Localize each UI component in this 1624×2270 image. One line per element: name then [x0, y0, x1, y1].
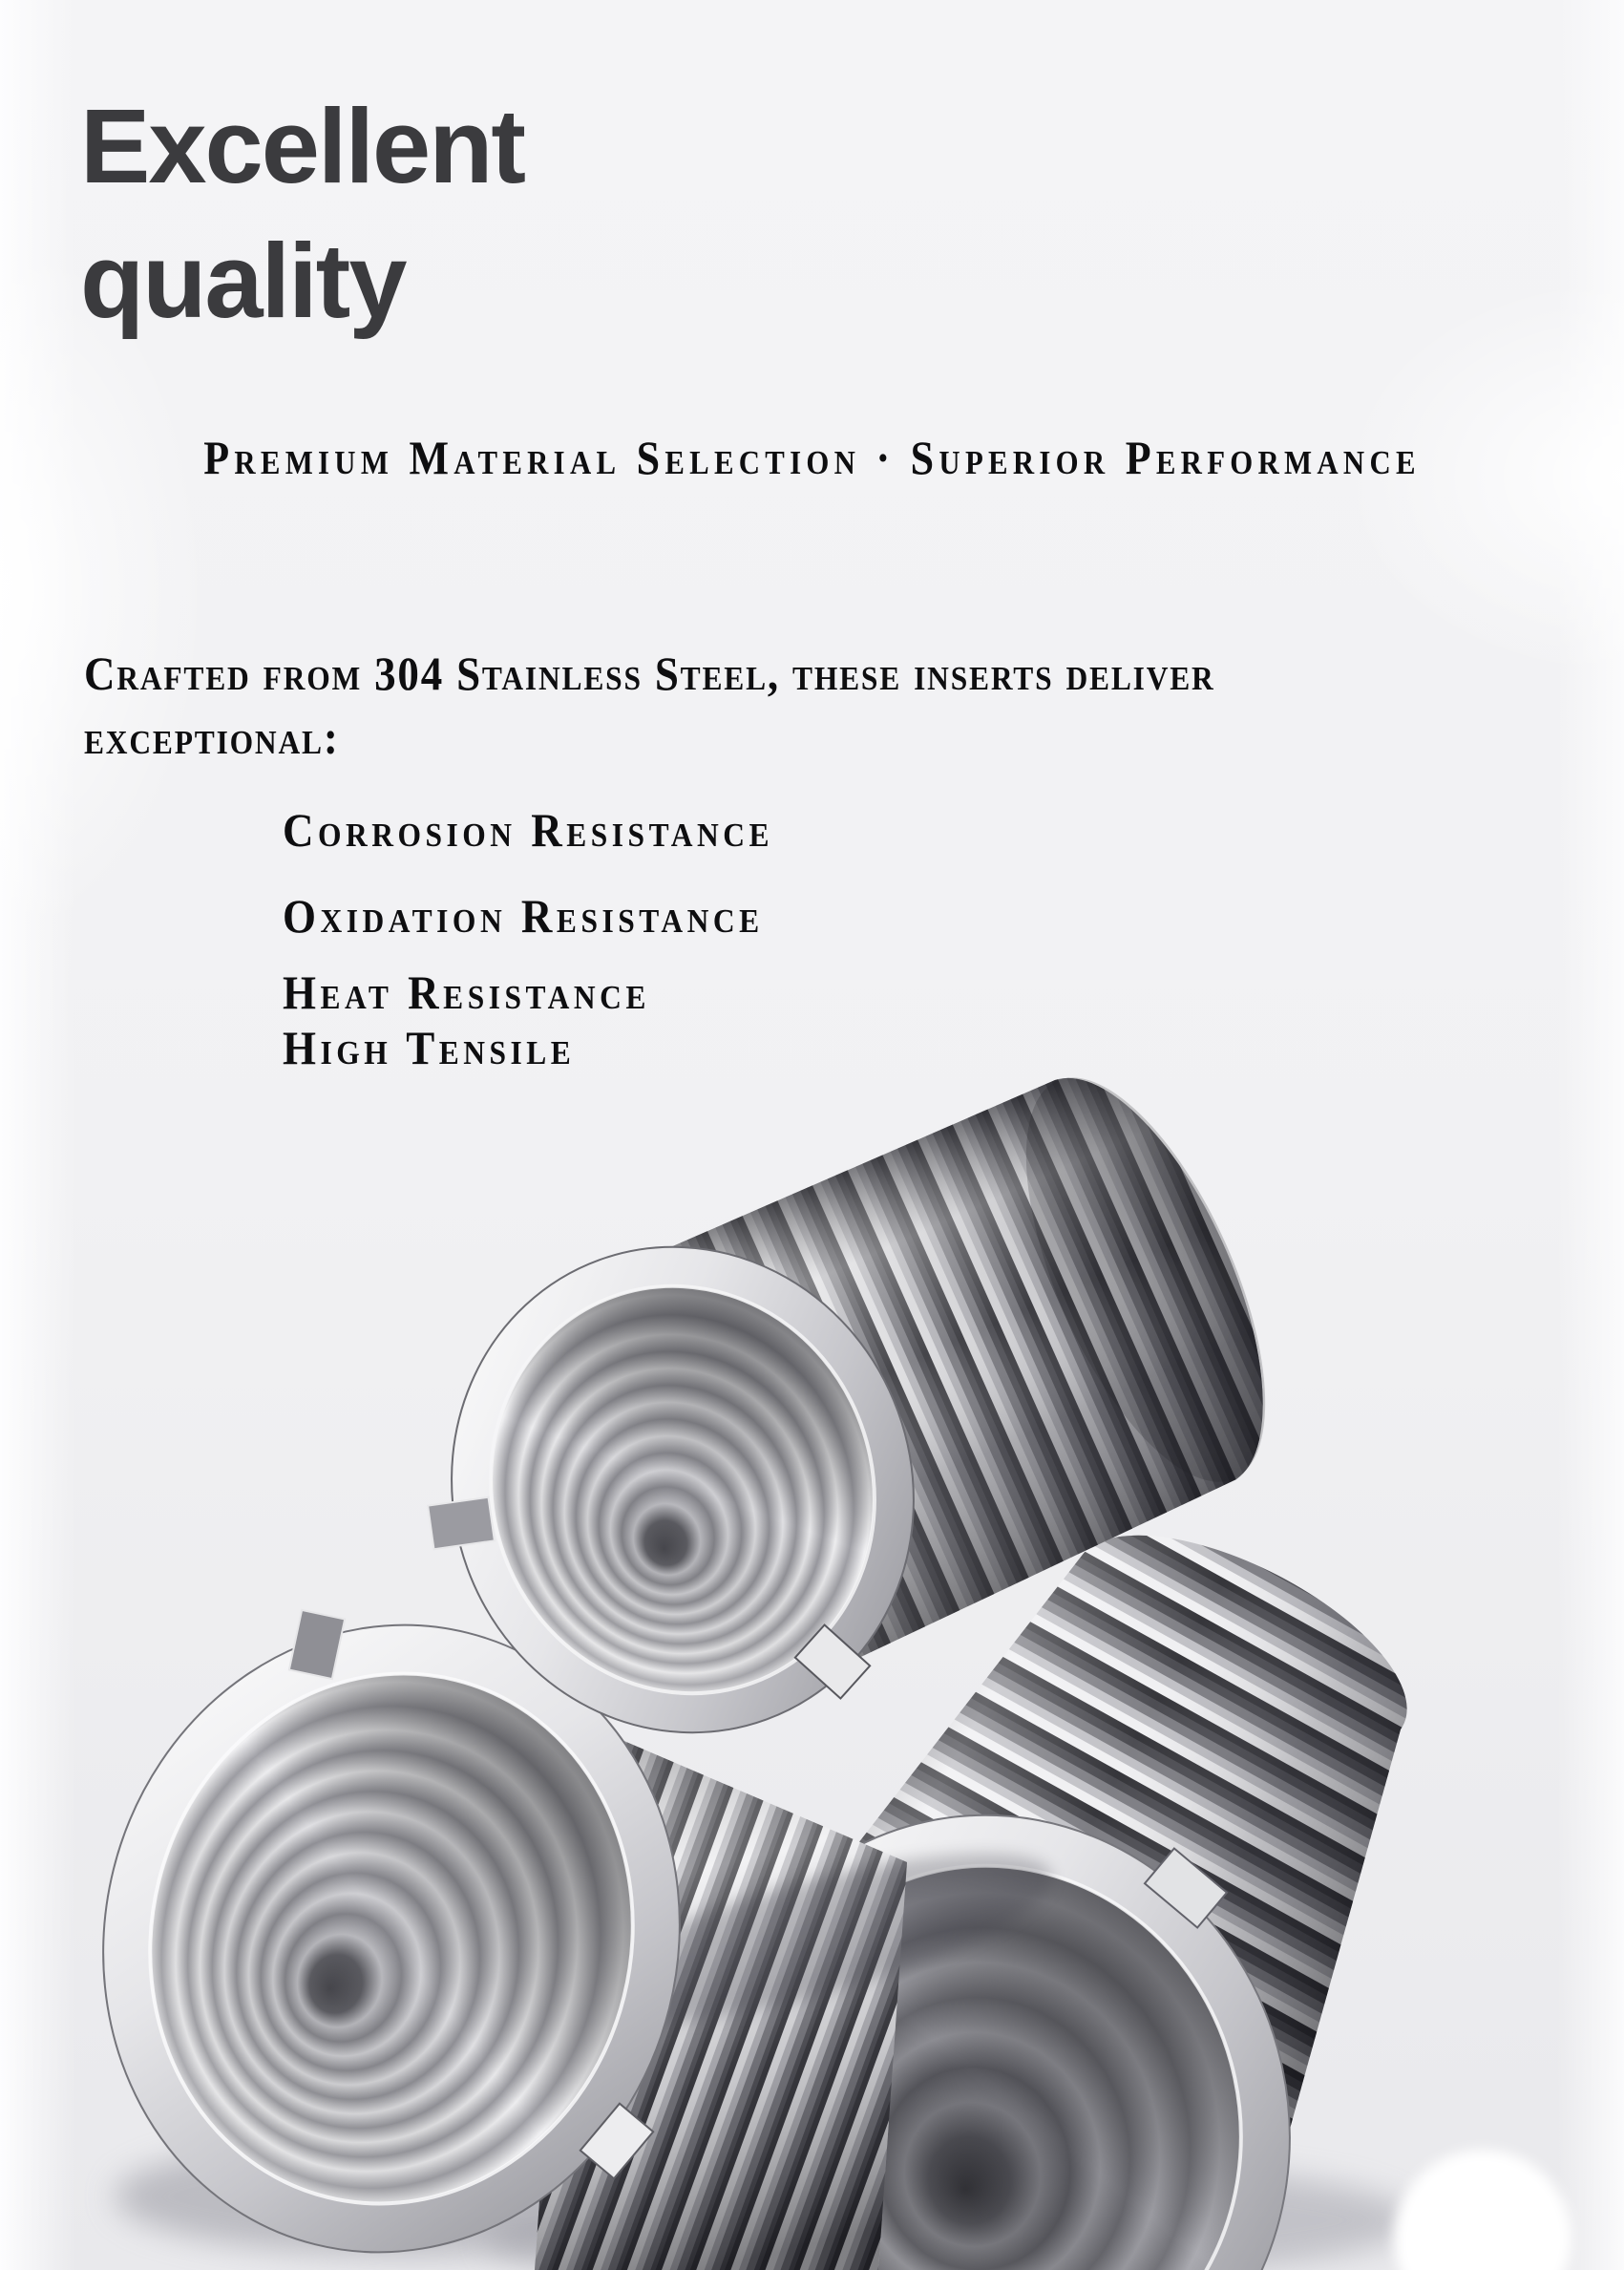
feature-item: Corrosion Resistance [283, 803, 774, 857]
threaded-inserts-photo [0, 1050, 1624, 2270]
feature-list [0, 0, 1624, 1098]
tagline: Premium Material Selection · Superior Performance [203, 431, 1421, 484]
page-title-line-2: quality [80, 222, 406, 340]
feature-item: Heat Resistance [283, 965, 650, 1019]
feature-item: High Tensile [283, 1021, 576, 1074]
intro-line-1: Crafted from 304 Stainless Steel, these inserts deliver [84, 647, 1215, 700]
intro-line-2: exceptional: [84, 710, 340, 764]
feature-item: Oxidation Resistance [283, 889, 764, 943]
page-title-line-1: Excellent [80, 88, 525, 205]
